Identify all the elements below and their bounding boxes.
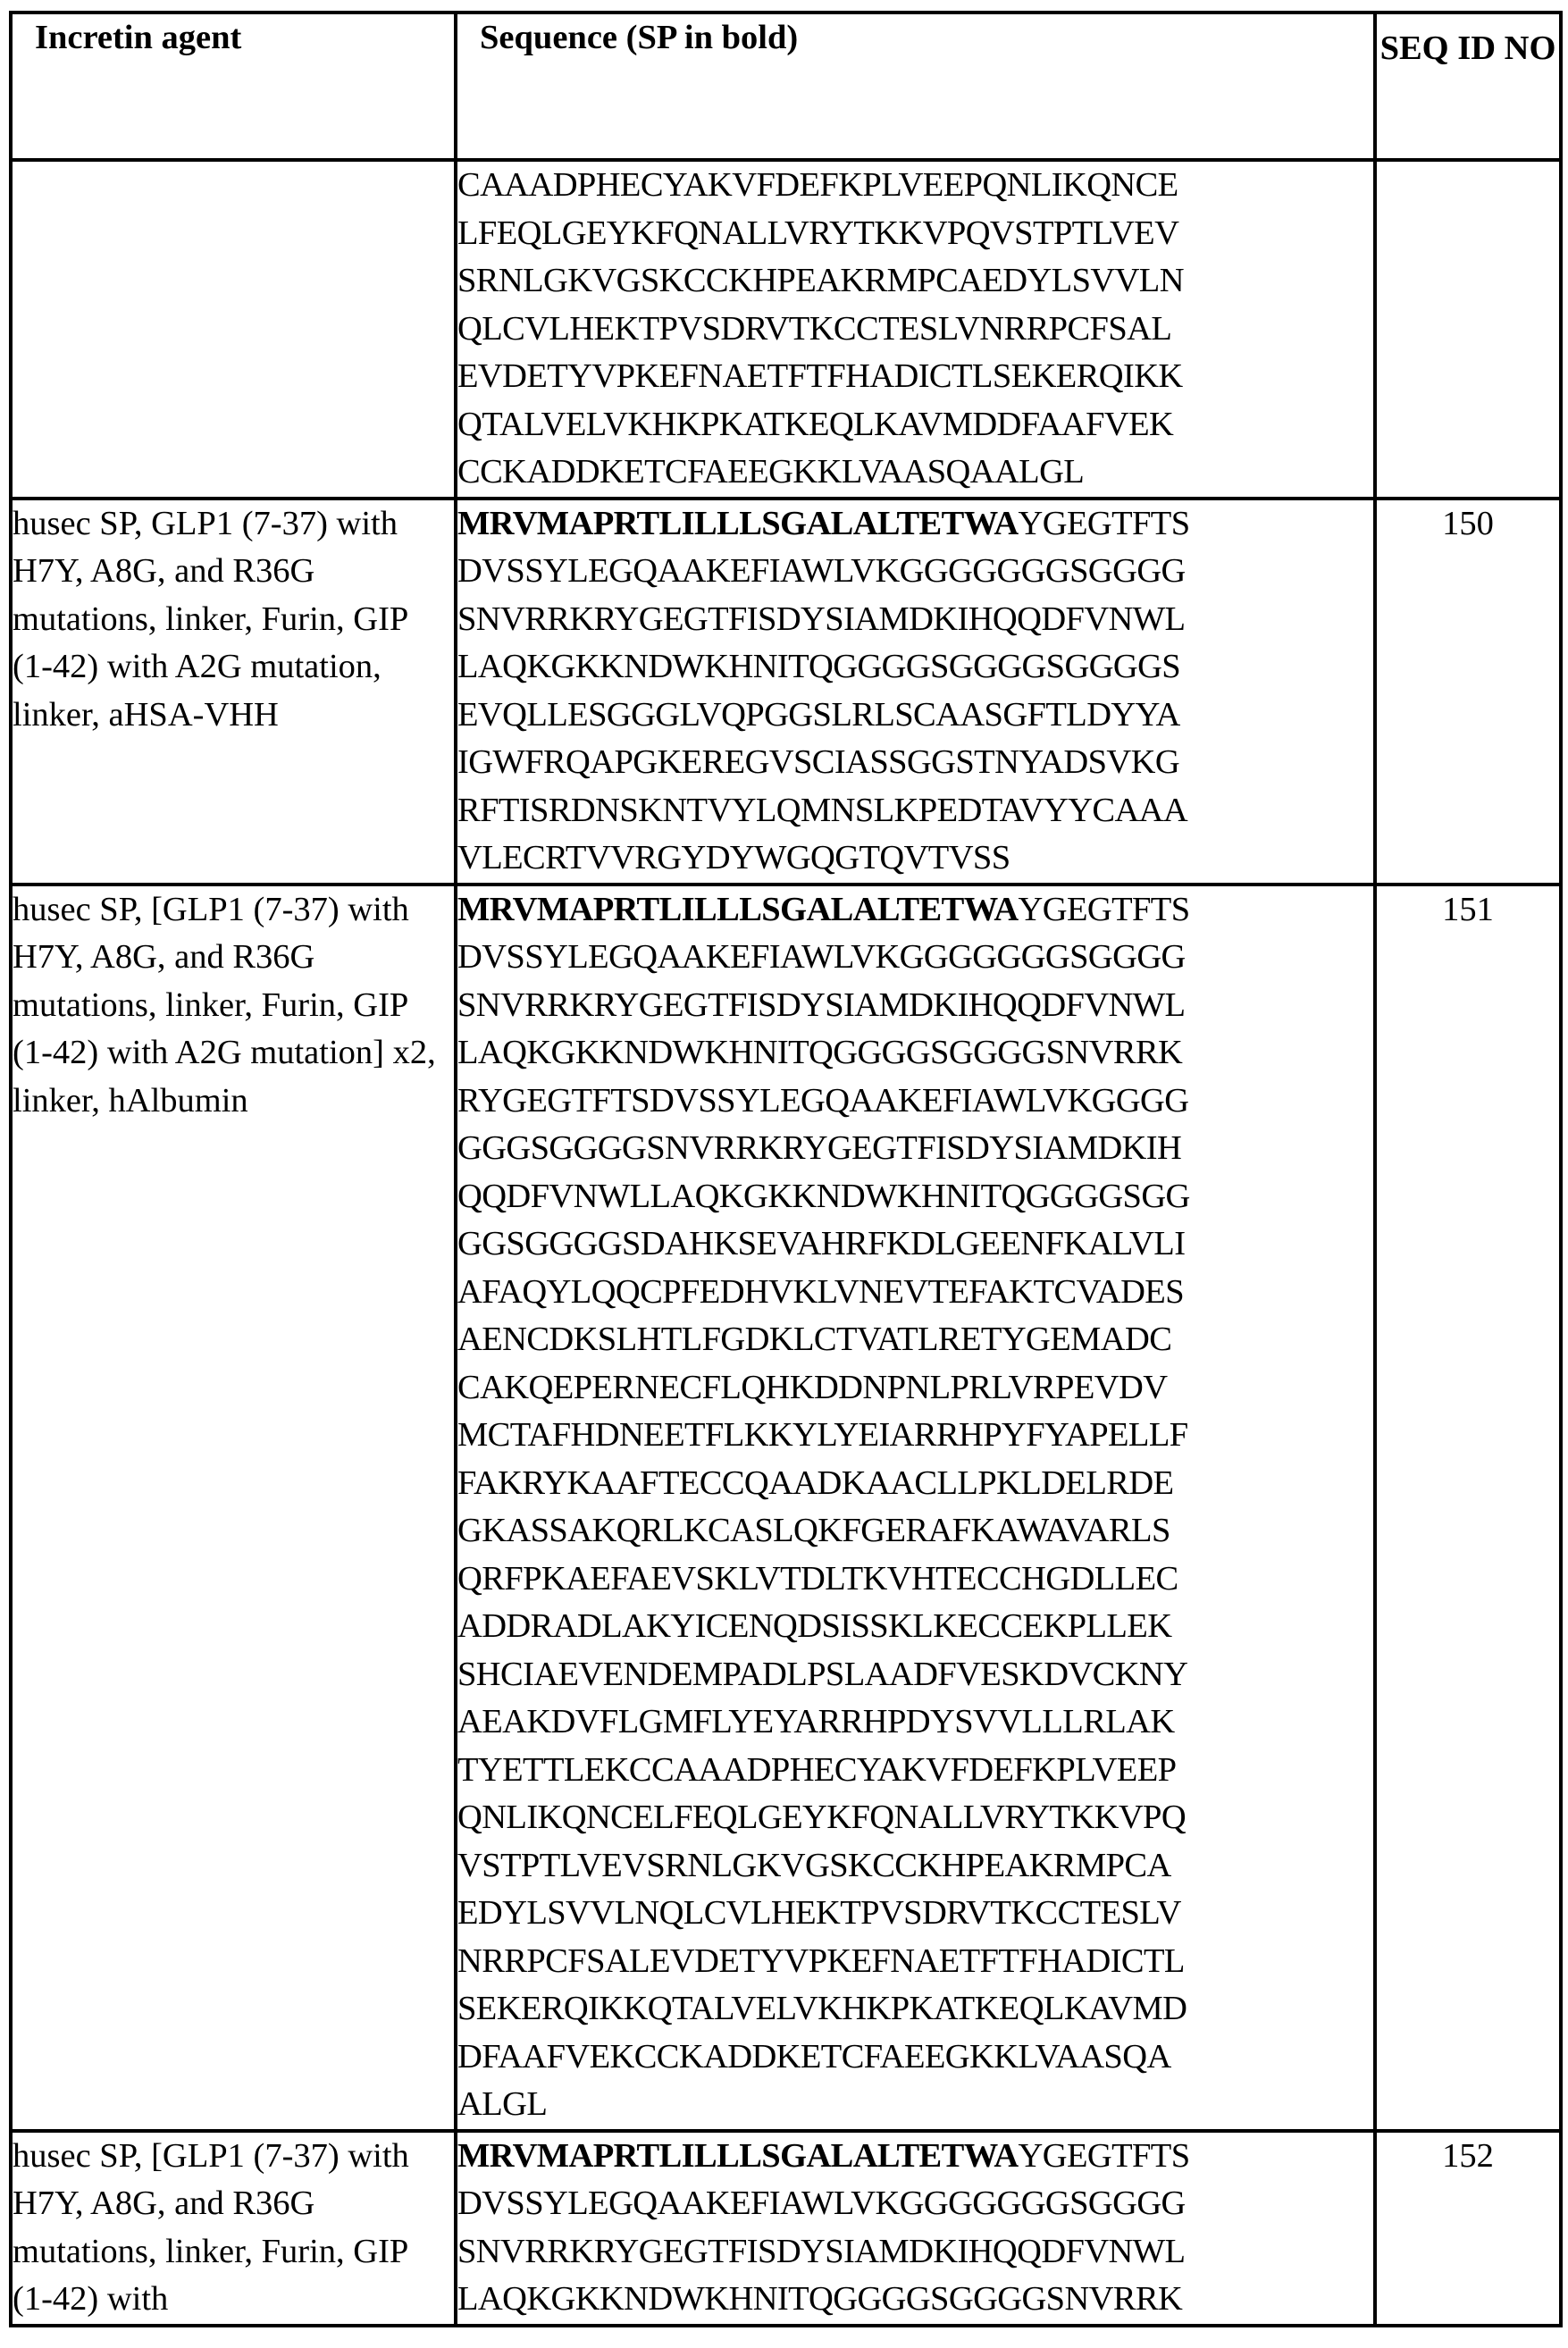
agent-cell: husec SP, [GLP1 (7-37) with H7Y, A8G, and R36G mutations, linker, Furin, GIP (1-42) with A2G mutation] x2, linker, hAlbumin [11,885,456,2131]
sequence-line: QRFPKAEFAEVSKLVTDLTKVHTECCHGDLLEC [457,1559,1178,1597]
header-incretin-agent: Incretin agent [11,13,456,160]
sequence-line: TYETTLEKCCAAADPHECYAKVFDEFKPLVEEP [457,1750,1177,1789]
sequence-line: CAAADPHECYAKVFDEFKPLVEEPQNLIKQNCE [457,166,1178,204]
sequence-line: DVSSYLEGQAAKEFIAWLVKGGGGGGGSGGGG [457,2184,1186,2222]
sequence-line: CAKQEPERNECFLQHKDDNPNLPRLVRPEVDV [457,1368,1168,1406]
sequence-cell [456,499,1375,885]
sequence-line: SNVRRKRYGEGTFISDYSIAMDKIHQQDFVNWL [457,2232,1186,2270]
seq-id-cell: 151 [1375,885,1561,2131]
agent-cell: husec SP, [GLP1 (7-37) with H7Y, A8G, and R36G mutations, linker, Furin, GIP (1-42) with [11,2131,456,2326]
sequence-line: RFTISRDNSKNTVYLQMNSLKPEDTAVYYCAAA [457,791,1188,829]
signal-peptide: MRVMAPRTLILLLSGALALTETWA [457,504,1019,542]
sequence-line: EVDETYVPKEFNAETFTFHADICTLSEKERQIKK [457,357,1183,395]
sequence-line: DFAAFVEKCCKADDKETCFAEEGKKLVAASQA [457,2037,1171,2075]
header-sequence: Sequence (SP in bold) [456,13,1375,160]
sequence-line: DVSSYLEGQAAKEFIAWLVKGGGGGGGSGGGG [457,938,1186,976]
sequence-line [457,2133,1373,2181]
sequence-line: GGSGGGGSDAHKSEVAHRFKDLGEENFKALVLI [457,1225,1186,1262]
sequence-line: AEAKDVFLGMFLYEYARRHPDYSVVLLLRLAK [457,1703,1175,1740]
sequence-text: YGEGTFTS [1018,890,1190,928]
sequence-line: LAQKGKKNDWKHNITQGGGGSGGGGSNVRRK [457,1034,1183,1071]
sequence-line: GGGSGGGGSNVRRKRYGEGTFISDYSIAMDKIH [457,1129,1182,1167]
table-row [11,499,1561,885]
sequence-line: CCKADDKETCFAEEGKKLVAASQAALGL [457,453,1085,491]
sequence-line: DVSSYLEGQAAKEFIAWLVKGGGGGGGSGGGG [457,552,1186,590]
sequence-line: FAKRYKAAFTECCQAADKAACLLPKLDELRDE [457,1463,1174,1502]
sequence-cell [456,2131,1375,2326]
sequence-cell [456,885,1375,2131]
sequence-table [9,11,1563,2327]
sequence-text: YGEGTFTS [1018,2136,1190,2175]
seq-id-cell: 152 [1375,2131,1561,2326]
sequence-line: NRRPCFSALEVDETYVPKEFNAETFTFHADICTL [457,1941,1185,1980]
sequence-line: MCTAFHDNEETFLKKYLYEIARRHPYFYAPELLF [457,1416,1188,1454]
sequence-cell [456,160,1375,499]
sequence-line: LAQKGKKNDWKHNITQGGGGSGGGGSGGGGS [457,648,1181,685]
sequence-line: VLECRTVVRGYDYWGQGTQVTVSS [457,839,1010,876]
sequence-line: LAQKGKKNDWKHNITQGGGGSGGGGSNVRRK [457,2280,1183,2318]
sequence-line: ADDRADLAKYICENQDSISSKLKECCEKPLLEK [457,1607,1172,1645]
agent-cell: husec SP, GLP1 (7-37) with H7Y, A8G, and R36G mutations, linker, Furin, GIP (1-42) with A2G mutation, linker, aHSA-VHH [11,499,456,885]
sequence-line: SNVRRKRYGEGTFISDYSIAMDKIHQQDFVNWL [457,600,1186,638]
agent-cell [11,160,456,499]
table-row [11,885,1561,2131]
header-seq-id: SEQ ID NO [1375,13,1561,160]
sequence-line: QLCVLHEKTPVSDRVTKCCTESLVNRRPCFSAL [457,309,1172,348]
sequence-line: AFAQYLQQCPFEDHVKLVNEVTEFAKTCVADES [457,1272,1185,1311]
sequence-line: QQDFVNWLLAQKGKKNDWKHNITQGGGGSGG [457,1177,1190,1215]
sequence-line: RYGEGTFTSDVSSYLEGQAAKEFIAWLVKGGGG [457,1081,1189,1119]
sequence-line: LFEQLGEYKFQNALLVRYTKKVPQVSTPTLVEV [457,214,1179,252]
seq-id-cell [1375,160,1561,499]
table-row [11,2131,1561,2326]
sequence-line: VSTPTLVEVSRNLGKVGSKCCKHPEAKRMPCA [457,1846,1171,1884]
sequence-line: SEKERQIKKQTALVELVKHKPKATKEQLKAVMD [457,1990,1187,2027]
sequence-line: SHCIAEVENDEMPADLPSLAADFVESKDVCKNY [457,1655,1188,1693]
seq-id-cell: 150 [1375,499,1561,885]
sequence-line: EDYLSVVLNQLCVLHEKTPVSDRVTKCCTESLV [457,1894,1181,1932]
sequence-line: IGWFRQAPGKEREGVSCIASSGGSTNYADSVKG [457,743,1180,781]
sequence-line [457,500,1373,549]
signal-peptide: MRVMAPRTLILLLSGALALTETWA [457,890,1019,928]
sequence-line: SNVRRKRYGEGTFISDYSIAMDKIHQQDFVNWL [457,985,1186,1024]
table-header-row [11,13,1561,160]
sequence-line: QNLIKQNCELFEQLGEYKFQNALLVRYTKKVPQ [457,1799,1186,1836]
table-row [11,160,1561,499]
sequence-line: SRNLGKVGSKCCKHPEAKRMPCAEDYLSVVLN [457,262,1184,299]
sequence-line: ALGL [457,2085,548,2123]
sequence-text: YGEGTFTS [1018,504,1190,542]
sequence-line: QTALVELVKHKPKATKEQLKAVMDDFAAFVEK [457,405,1174,443]
sequence-line: EVQLLESGGGLVQPGGSLRLSCAASGFTLDYYA [457,695,1180,734]
sequence-line [457,886,1373,935]
signal-peptide: MRVMAPRTLILLLSGALALTETWA [457,2136,1019,2175]
sequence-line: AENCDKSLHTLFGDKLCTVATLRETYGEMADC [457,1321,1172,1358]
sequence-line: GKASSAKQRLKCASLQKFGERAFKAWAVARLS [457,1512,1170,1549]
